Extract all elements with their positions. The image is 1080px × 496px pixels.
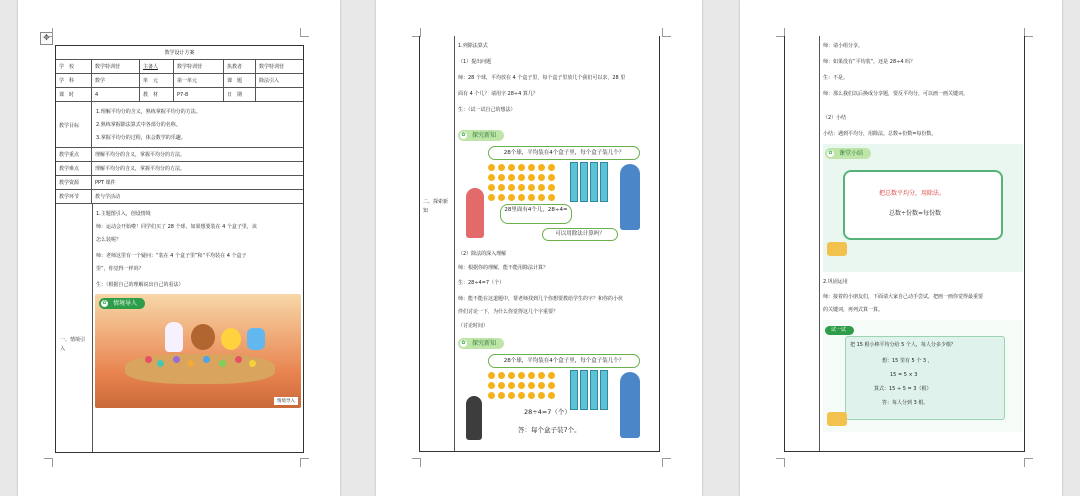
- exercise-step: 15 = 5 × 3: [890, 372, 918, 378]
- cell: 第一单元: [174, 74, 224, 87]
- ball-icon: [548, 382, 555, 389]
- leaf-icon: ✿: [461, 340, 466, 346]
- crop-mark: [662, 458, 671, 467]
- text-line: 伴们讨论一下，为什么你觉得这几个字重要？: [458, 309, 559, 315]
- goal-item: 2.熟练掌握除法算式中各部分的名称。: [96, 122, 181, 128]
- crop-mark: [300, 458, 309, 467]
- page-1: [18, 0, 340, 496]
- cell: 课 题: [224, 74, 256, 87]
- intro-tag: [99, 298, 145, 309]
- text-line: 师：能不能在这道题中，帮老师找到几个你想要教给学生的字？和你的小伙: [458, 296, 624, 302]
- teacher-figure: [620, 164, 640, 230]
- info-row: [56, 74, 303, 88]
- leaf-icon: ✿: [828, 150, 833, 156]
- leaf-icon: ✿: [102, 300, 107, 306]
- cell: 单 元: [140, 74, 174, 87]
- text-line: （2）小结: [823, 115, 847, 121]
- text-line: （2）除法的深入理解: [458, 251, 507, 257]
- bunny-icon: [165, 322, 183, 352]
- crop-mark: [412, 458, 421, 467]
- cell: 学 科: [56, 74, 92, 87]
- cell: 执教者: [224, 60, 256, 73]
- ball-icon: [235, 356, 242, 363]
- balls-group: [488, 164, 560, 204]
- intro-tag-text: 情境导入: [113, 300, 138, 307]
- key-text: 理解平均分的含义，掌握平均分的方法。: [95, 152, 186, 158]
- crop-mark: [44, 458, 53, 467]
- text-line: 生：（试一试自己的想法）: [458, 107, 516, 113]
- ball-icon: [528, 382, 535, 389]
- intro-illustration: [95, 294, 301, 408]
- girl-figure: [466, 188, 484, 238]
- text-line: 师：接着的小朋友们，下面请大家自己动手尝试，把画一画你觉得最重要: [823, 294, 984, 300]
- ball-icon: [508, 184, 515, 191]
- cell: 4: [92, 88, 140, 101]
- cell: 数学: [92, 74, 140, 87]
- ball-icon: [528, 392, 535, 399]
- ball-icon: [498, 382, 505, 389]
- cell: 课 时: [56, 88, 92, 101]
- table-title-text: 教学设计方案: [164, 50, 195, 56]
- speech-bubble: 28个球，平均装在4个盒子里，每个盒子装几个？: [488, 146, 640, 160]
- exercise-question: 把 15 根小棒平均分给 5 个人，每人分多少根？: [850, 342, 956, 348]
- explore-tag: [458, 338, 504, 349]
- resource-text: PPT 课件: [95, 180, 116, 186]
- ball-icon: [548, 164, 555, 171]
- goals-row: [56, 102, 303, 148]
- teacher-figure: [620, 372, 640, 438]
- difficulty-label: 教学难点: [56, 162, 92, 175]
- ball-icon: [157, 360, 164, 367]
- exercise-step: 想：15 里有 5 个 3 ，: [882, 358, 933, 364]
- ball-icon: [498, 194, 505, 201]
- box-icon: [570, 370, 578, 410]
- ball-icon: [488, 194, 495, 201]
- ball-icon: [508, 174, 515, 181]
- ball-icon: [249, 360, 256, 367]
- page-2: [376, 0, 702, 496]
- chick-icon: [221, 328, 241, 350]
- move-handle-icon[interactable]: ✥: [40, 32, 53, 45]
- ball-icon: [528, 194, 535, 201]
- box-icon: [570, 162, 578, 202]
- summary-card: [843, 170, 1003, 240]
- bear-icon: [191, 324, 215, 350]
- intro-label: 一、情境引入: [60, 337, 86, 352]
- intro-line: 师：老师这里有一个疑问：“装在 4 个盒子里”和“平均装在 4 个盒子: [96, 253, 247, 259]
- speech-bubble: 可以用除法计算吗？: [542, 228, 618, 241]
- cell: 数学特训营: [92, 60, 140, 73]
- ball-icon: [538, 372, 545, 379]
- cell: 教 材: [140, 88, 174, 101]
- continued-table: [784, 36, 1025, 452]
- exercise-panel: [823, 320, 1023, 432]
- ball-icon: [528, 372, 535, 379]
- book-icon: [827, 242, 847, 256]
- crop-mark: [1024, 458, 1033, 467]
- section-label: 二、探索新知: [423, 199, 449, 214]
- intro-line: 里”，你觉得一样吗？: [96, 266, 144, 272]
- cell: P7-8: [174, 88, 224, 101]
- text-line: 师：28 个球，平均放在 4 个盒子里，每个盒子里放几个我们可以求，28 里: [458, 75, 626, 81]
- text-line: 1.列除法算式: [458, 43, 488, 49]
- cell: 数学特训营: [259, 64, 285, 70]
- column-divider: [819, 36, 820, 451]
- ball-icon: [508, 382, 515, 389]
- step-row: [56, 190, 303, 204]
- exercise-step: 算式：15 ÷ 5 = 3（根）: [874, 386, 932, 392]
- text-line: 师：请小组分享。: [823, 43, 864, 49]
- ball-icon: [173, 356, 180, 363]
- crop-mark: [662, 28, 671, 37]
- ball-icon: [508, 194, 515, 201]
- text-line: （1）提出问题: [458, 59, 492, 65]
- answer: 答：每个盒子装7个。: [518, 426, 581, 434]
- text-line: （讨论时间）: [458, 323, 489, 329]
- cell: 除法引入: [259, 78, 280, 84]
- lesson-plan-table: [55, 45, 304, 453]
- intro-line: 生：（根据自己的理解说出自己的看法）: [96, 282, 184, 288]
- goal-item: 3.掌握平均分的过程，体会数学的乐趣。: [96, 135, 186, 141]
- try-tag: [825, 326, 854, 335]
- ball-icon: [548, 194, 555, 201]
- ball-icon: [548, 372, 555, 379]
- book-icon: [827, 412, 847, 426]
- continued-table: [419, 36, 660, 452]
- ball-icon: [538, 382, 545, 389]
- ball-icon: [488, 372, 495, 379]
- summary-line: 总数÷份数=每份数: [889, 210, 942, 217]
- box-icon: [590, 370, 598, 410]
- ball-icon: [508, 164, 515, 171]
- ball-icon: [538, 194, 545, 201]
- ball-icon: [488, 382, 495, 389]
- ball-icon: [488, 174, 495, 181]
- ball-icon: [538, 174, 545, 181]
- text-line: 面有 4 个几？ 请用字 28÷4 算几？: [458, 91, 538, 97]
- text-line: 师：如果没有“平均装”，还是 28÷4 吗？: [823, 59, 916, 65]
- box-icon: [600, 162, 608, 202]
- ball-icon: [538, 164, 545, 171]
- explore-tag: [458, 130, 504, 141]
- column-divider: [454, 36, 455, 451]
- ball-icon: [548, 392, 555, 399]
- text-line: 生：28÷4=7（个）: [458, 280, 505, 286]
- ball-icon: [538, 392, 545, 399]
- difficulty-row: [56, 162, 303, 176]
- ball-icon: [518, 382, 525, 389]
- page-3: [740, 0, 1062, 496]
- crop-mark: [776, 458, 785, 467]
- intro-line: 怎么装呢？: [96, 237, 122, 243]
- try-tag-text: 试一试: [831, 327, 847, 333]
- ball-icon: [498, 164, 505, 171]
- difficulty-text: 理解平均分的含义，掌握平均分的方法。: [95, 166, 186, 172]
- resource-row: [56, 176, 303, 190]
- ball-icon: [518, 164, 525, 171]
- box-icon: [580, 370, 588, 410]
- explore-tag-text: 探究新知: [472, 132, 497, 139]
- girl-figure: [466, 396, 482, 440]
- goals-label: 教学目标: [56, 102, 92, 147]
- text-line: 师：根据你的理解，能不能用除法计算？: [458, 265, 549, 271]
- box-icon: [600, 370, 608, 410]
- summary-tag: [825, 148, 871, 159]
- character-icon: [247, 328, 265, 350]
- ball-icon: [528, 164, 535, 171]
- summary-tag-text: 课堂小结: [839, 150, 864, 157]
- ball-icon: [187, 360, 194, 367]
- text-line: 2.巩固运用: [823, 279, 848, 285]
- ball-icon: [488, 184, 495, 191]
- ball-icon: [498, 184, 505, 191]
- box-icon: [580, 162, 588, 202]
- cell: 学 校: [56, 60, 92, 73]
- ball-icon: [548, 174, 555, 181]
- balls-group: [488, 372, 560, 402]
- column-divider: [92, 204, 93, 452]
- resource-label: 教学资源: [56, 176, 92, 189]
- cell: [256, 88, 305, 101]
- ball-icon: [528, 174, 535, 181]
- intro-line: 师：运动会开始啦！同学们买了 28 个球，如果想要装在 4 个盒子里，该: [96, 224, 257, 230]
- ball-icon: [508, 392, 515, 399]
- text-line: 小结：遇到平均分，用除法。总数÷份数=每份数。: [823, 131, 937, 137]
- text-line: 生：不是。: [823, 75, 849, 81]
- ball-icon: [498, 392, 505, 399]
- crop-mark: [44, 28, 53, 37]
- ball-icon: [219, 360, 226, 367]
- text-line: 师：那么我们以后换成分享题，要反平均分，可以画一画关键词。: [823, 91, 969, 97]
- box-icon: [590, 162, 598, 202]
- ball-icon: [518, 194, 525, 201]
- ball-icon: [498, 372, 505, 379]
- step-text: 教与学活动: [95, 194, 121, 200]
- leaf-icon: ✿: [461, 132, 466, 138]
- ball-icon: [488, 392, 495, 399]
- ball-icon: [538, 184, 545, 191]
- info-row: [56, 60, 303, 74]
- ball-icon: [518, 372, 525, 379]
- cell: 主备人: [140, 60, 174, 73]
- exercise-step: 答：每人分到 3 根。: [882, 400, 929, 406]
- ball-icon: [548, 184, 555, 191]
- intro-line: 1.主题图引入，创设情境: [96, 211, 151, 217]
- ball-icon: [498, 174, 505, 181]
- equation: 28÷4=7（个）: [524, 408, 571, 416]
- key-row: [56, 148, 303, 162]
- exercise-card: [845, 336, 1005, 420]
- step-label: 教学环节: [56, 190, 92, 203]
- crop-mark: [300, 28, 309, 37]
- ball-icon: [488, 164, 495, 171]
- ball-icon: [528, 184, 535, 191]
- ball-icon: [508, 372, 515, 379]
- ball-icon: [518, 392, 525, 399]
- crop-mark: [1024, 28, 1033, 37]
- explore-tag-text: 探究新知: [472, 340, 497, 347]
- ball-icon: [203, 356, 210, 363]
- summary-line: 把总数平均分，用除法。: [879, 190, 946, 197]
- speech-bubble: 28里面有4个几，28÷4=: [500, 204, 572, 224]
- image-caption: 情境导入: [274, 397, 298, 405]
- goal-item: 1.理解平均分的含义，熟练掌握平均分的方法。: [96, 109, 201, 115]
- text-line: 的关键词，再列式算一算。: [823, 307, 884, 313]
- cell: 日 期: [224, 88, 256, 101]
- ball-icon: [518, 184, 525, 191]
- ball-icon: [145, 356, 152, 363]
- info-row: [56, 88, 303, 102]
- speech-bubble: 28个球，平均装在4个盒子里，每个盒子装几个？: [488, 354, 640, 368]
- cell: 数学特训营: [174, 60, 224, 73]
- key-label: 教学重点: [56, 148, 92, 161]
- table-title: [56, 46, 303, 60]
- summary-panel: [823, 144, 1023, 272]
- ball-icon: [518, 174, 525, 181]
